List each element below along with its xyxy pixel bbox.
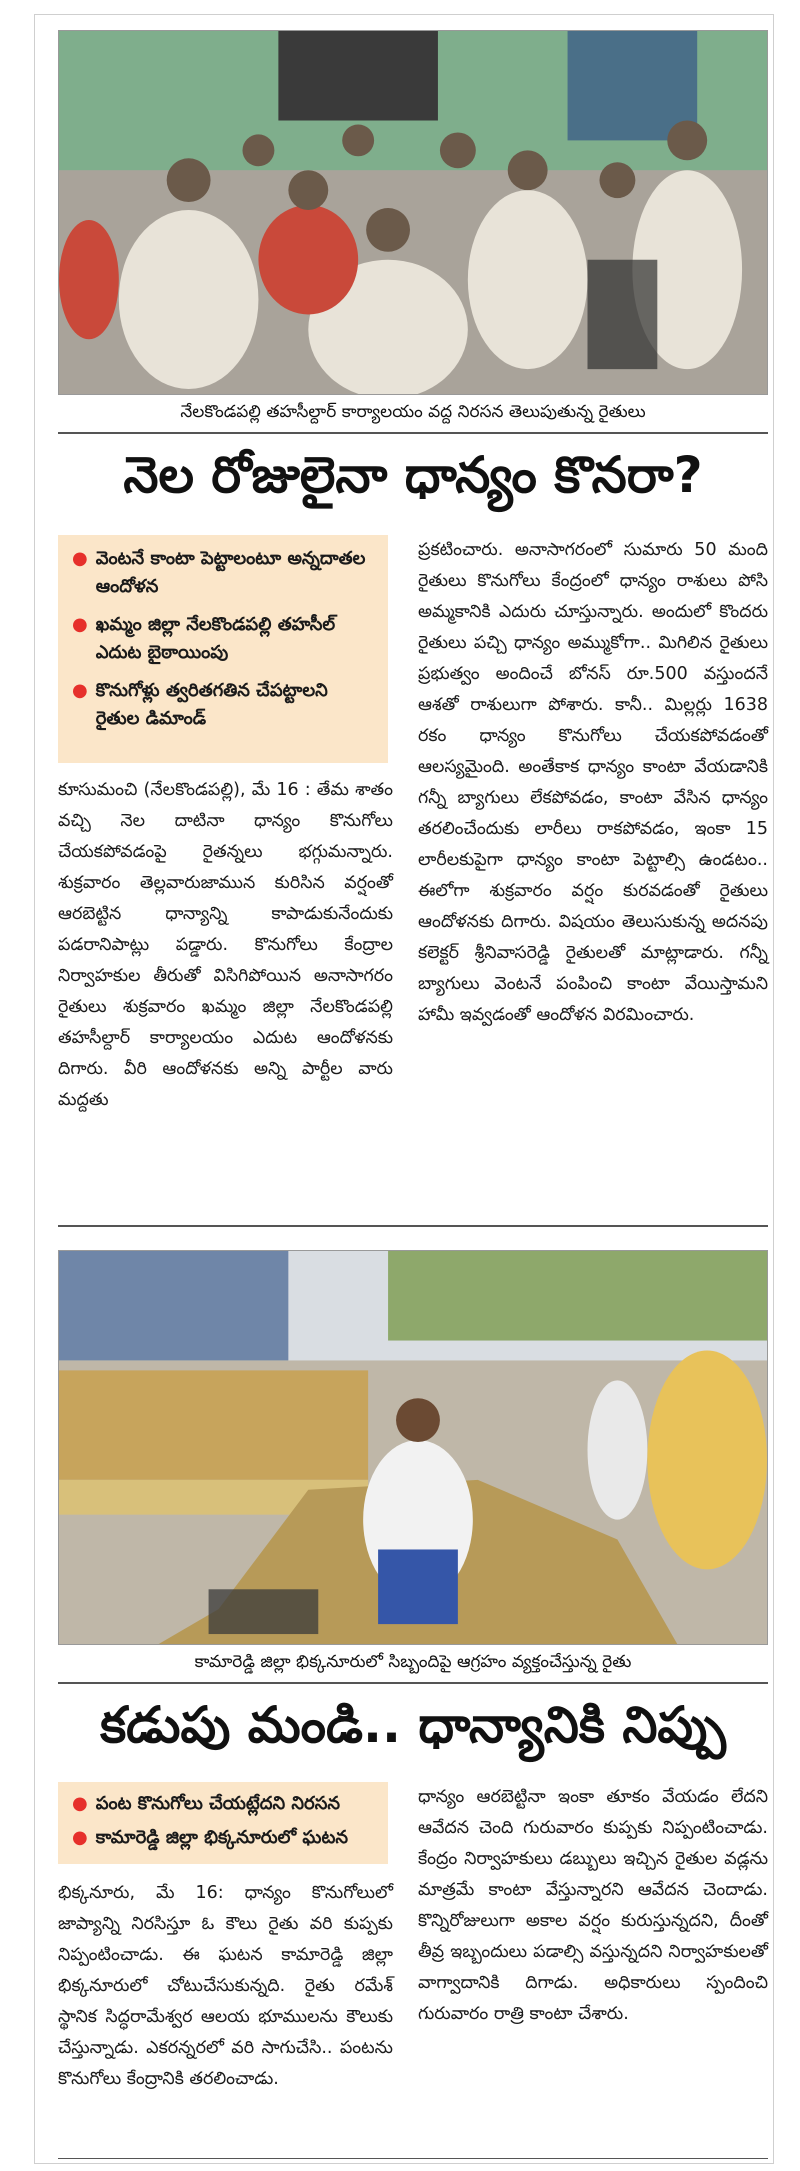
story1-bullet: ● వెంటనే కాంటా పెట్టాలంటూ అన్నదాతల ఆందోళన	[72, 545, 374, 601]
story2-body-right: ధాన్యం ఆరబెట్టినా ఇంకా తూకం వేయడం లేదని ఆవేదన చెంది గురువారం కుప్పకు నిప్పంటించాడు. కేంద్రం నిర్వాహకులు డబ్బులు ఇచ్చిన రైతుల వడ్లను మాత్రమే కాంటా వేస్తున్నారని ఆవేదన చెందాడు. కొన్నిరోజులుగా అకాల వర్షం కురుస్తున్నదని, దీంతో తీవ్ర ఇబ్బందులు పడాల్సి వస్తున్నదని నిర్వాహకులతో వాగ్వాదానికి దిగాడు. అధికారులు స్పందించి గురువారం రాత్రి కాంటా చేశారు.	[418, 1787, 768, 2024]
story2-divider	[58, 1682, 768, 1684]
bottom-rule	[58, 2158, 768, 2159]
story2-bullet: ● పంట కొనుగోలు చేయట్లేదని నిరసన	[72, 1790, 374, 1818]
story1-body-left: కూసుమంచి (నేలకొండపల్లి), మే 16 : తేమ శాతం వచ్చి నెల దాటినా ధాన్యం కొనుగోలు చేయకపోవడంపై రైతన్నలు భగ్గుమన్నారు. శుక్రవారం తెల్లవారుజామున కురిసిన వర్షంతో ఆరబెట్టిన ధాన్యాన్ని కాపాడుకునేందుకు పడరానిపాట్లు పడ్డారు. కొనుగోలు కేంద్రాల నిర్వాహకుల తీరుతో విసిగిపోయిన అనాసాగరం రైతులు శుక్రవారం ఖమ్మం జిల్లా నేలకొండపల్లి తహసీల్దార్ కార్యాలయం ఎదుట ఆందోళనకు దిగారు. వీరి ఆందోళనకు అన్ని పార్టీల వారు మద్దతు	[58, 780, 393, 1110]
story1-headline: నెల రోజులైనా ధాన్యం కొనరా?	[123, 446, 703, 504]
story1-photo	[58, 30, 768, 395]
bullet-dot-icon: ●	[72, 1827, 88, 1848]
bullet-dot-icon: ●	[72, 680, 88, 701]
story1-photo-caption: నేలకొండపల్లి తహసీల్దార్ కార్యాలయం వద్ద నిరసన తెలుపుతున్న రైతులు	[180, 402, 646, 422]
story2-bullet-box	[58, 1782, 388, 1864]
story1-divider	[58, 432, 768, 434]
story2-photo	[58, 1250, 768, 1645]
bullet-dot-icon: ●	[72, 548, 88, 569]
story-divider	[58, 1225, 768, 1227]
story2-bullet: ● కామారెడ్డి జిల్లా భిక్కనూరులో ఘటన	[72, 1824, 374, 1852]
bullet-dot-icon: ●	[72, 1793, 88, 1814]
story2-photo-caption: కామారెడ్డి జిల్లా భిక్కనూరులో సిబ్బందిపై ఆగ్రహం వ్యక్తంచేస్తున్న రైతు	[194, 1652, 632, 1672]
story1-bullet: ● కొనుగోళ్లు త్వరితగతిన చేపట్టాలని రైతుల డిమాండ్	[72, 677, 374, 733]
story2-headline: కడుపు మండి.. ధాన్యానికి నిప్పు	[100, 1696, 726, 1754]
story1-body-right: ప్రకటించారు. అనాసాగరంలో సుమారు 50 మంది రైతులు కొనుగోలు కేంద్రంలో ధాన్యం రాశులు పోసి అమ్మకానికి ఎదురు చూస్తున్నారు. అందులో కొందరు రైతులు పచ్చి ధాన్యం అమ్ముకోగా.. మిగిలిన రైతులు ప్రభుత్వం అందించే బోనస్ రూ.500 వస్తుందనే ఆశతో రాశులుగా పోశారు. కానీ.. మిల్లర్లు 1638 రకం ధాన్యం కొనుగోలు చేయకపోవడంతో ఆలస్యమైంది. అంతేకాక ధాన్యం కాంటా వేయడానికి గన్నీ బ్యాగులు లేకపోవడం, కాంటా వేసిన ధాన్యం తరలించేందుకు లారీలు రాకపోవడం, ఇంకా 15 లారీలకుపైగా ధాన్యం కాంటా పెట్టాల్సి ఉండటం.. ఈలోగా శుక్రవారం వర్షం కురవడంతో రైతులు ఆందోళనకు దిగారు. విషయం తెలుసుకున్న అదనపు కలెక్టర్ శ్రీనివాసరెడ్డి రైతులతో మాట్లాడారు. గన్నీ బ్యాగులు వెంటనే పంపించి కాంటా వేయిస్తామని హామీ ఇవ్వడంతో ఆందోళన విరమించారు.	[418, 540, 768, 1025]
bullet-dot-icon: ●	[72, 614, 88, 635]
story2-body-left: భిక్కనూరు, మే 16: ధాన్యం కొనుగోలులో జాప్యాన్ని నిరసిస్తూ ఓ కౌలు రైతు వరి కుప్పకు నిప్పంటించాడు. ఈ ఘటన కామారెడ్డి జిల్లా భిక్కనూరులో చోటుచేసుకున్నది. రైతు రమేశ్ స్థానిక సిద్ధరామేశ్వర ఆలయ భూములను కౌలుకు చేస్తున్నాడు. ఎకరన్నరలో వరి సాగుచేసి.. పంటను కొనుగోలు కేంద్రానికి తరలించాడు.	[58, 1883, 393, 2089]
story1-bullet: ● ఖమ్మం జిల్లా నేలకొండపల్లి తహసీల్ ఎదుట బైఠాయింపు	[72, 611, 374, 667]
story1-bullet-box	[58, 535, 388, 763]
